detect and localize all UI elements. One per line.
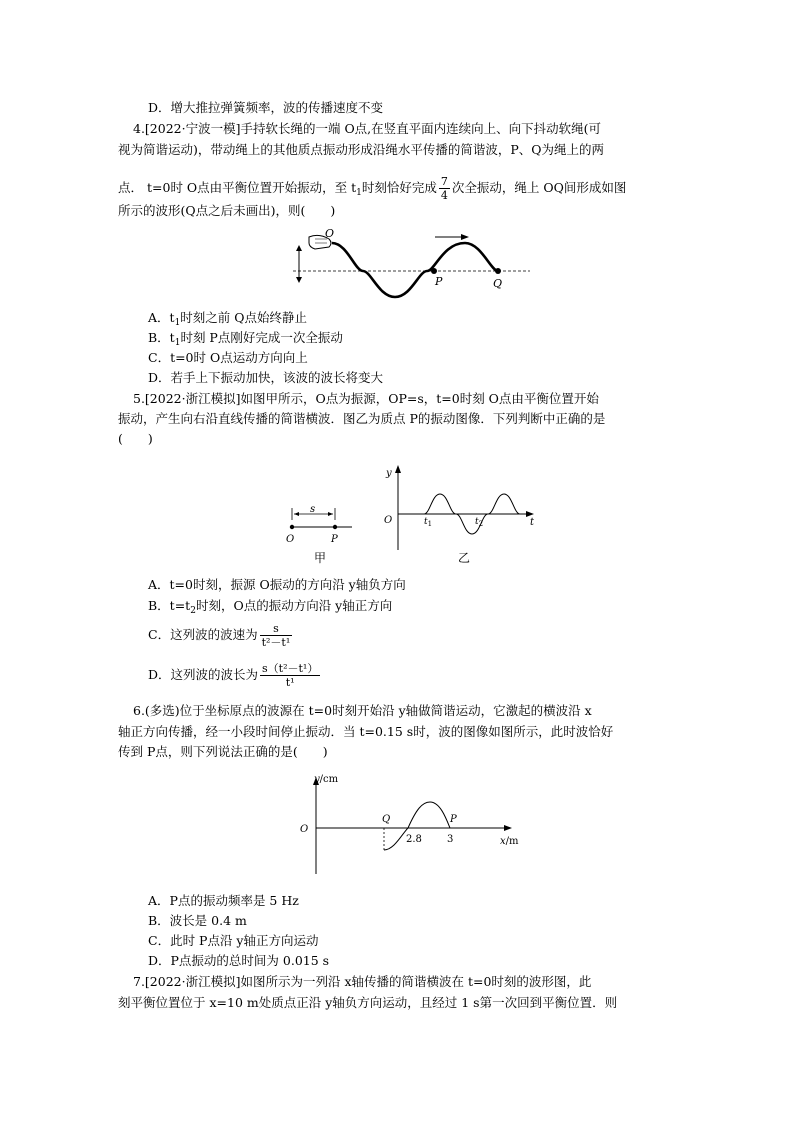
label-o: O — [325, 227, 335, 240]
origin-o: O — [300, 824, 309, 835]
label-p: P — [450, 814, 457, 825]
q7-stem-line2: 刻平衡位置位于 x=10 m处质点正沿 y轴负方向运动，且经过 1 s第一次回到平衡位置．则 — [118, 995, 618, 1010]
q4-line3a: 点． — [118, 180, 144, 195]
q4-line3b: t=0时 O点由平衡位置开始振动，至 t — [147, 180, 357, 195]
updown-arrow-icon — [296, 245, 302, 283]
q4-fraction: $\frac{7}{4}$ — [440, 175, 448, 202]
label-p: P — [435, 275, 443, 288]
caption-yi: 乙 — [458, 551, 471, 565]
label-t2: $t_2$ — [475, 517, 484, 528]
q6-stem-line3: 传到 P点，则下列说法正确的是( ) — [118, 744, 328, 759]
right-arrow-icon — [435, 234, 469, 240]
q6-option-a: A．P点的振动频率是 5 Hz — [148, 893, 299, 908]
label-s: s — [310, 504, 316, 515]
q4-option-d: D．若手上下振动加快，该波的波长将变大 — [148, 370, 384, 385]
q5-figure-yi — [380, 462, 550, 572]
axis-y: y — [386, 468, 392, 479]
tick-2-8: 2.8 — [406, 834, 422, 845]
label-q: Q — [382, 814, 391, 825]
q6-option-d: D．P点振动的总时间为 0.015 s — [148, 953, 330, 968]
q6-stem-line1: 6.(多选)位于坐标原点的波源在 t=0时刻开始沿 y轴做简谐运动，它激起的横波沿 x — [133, 703, 592, 718]
q5-option-d: D．这列波的波长为 $\frac{\text{s（t²－t¹）}}{\text{t¹}}$ — [148, 662, 319, 689]
q6-wave-figure — [298, 770, 528, 880]
tick-3: 3 — [447, 834, 454, 845]
q4-stem-line1: 4.[2022·宁波一模]手持软长绳的一端 O点,在竖直平面内连续向上、向下抖动软绳(可 — [133, 121, 602, 136]
q6-option-b: B．波长是 0.4 m — [148, 913, 247, 928]
axis-x-label: x/m — [500, 836, 519, 847]
q4-option-b: B．$t_1$时刻 P点刚好完成一次全振动 — [148, 330, 343, 348]
q6-stem-line2: 轴正方向传播，经一小段时间停止振动．当 t=0.15 s时，波的图像如图所示，此时波恰好 — [118, 724, 614, 739]
point-q — [495, 268, 501, 274]
q5-figure-jia — [282, 500, 362, 570]
origin-o: O — [384, 515, 393, 526]
q5-option-c: C．这列波的波速为 $\frac{s}{\text{t²－t¹}}$ — [148, 622, 291, 649]
q5-option-a: A．t=0时刻，振源 O振动的方向沿 y轴负方向 — [148, 577, 406, 592]
q4-option-a: A．$t_1$时刻之前 Q点始终静止 — [148, 310, 308, 328]
label-t1: $t_1$ — [424, 517, 433, 528]
label-q: Q — [493, 277, 503, 290]
caption-jia: 甲 — [314, 551, 327, 565]
axis-y-label: y/cm — [314, 774, 339, 785]
q4-stem-line4: 所示的波形(Q点之后未画出)，则( ) — [118, 203, 336, 218]
q4-stem-line2: 视为简谐运动)，带动绳上的其他质点振动形成沿绳水平传播的简谐波，P、Q为绳上的两 — [118, 142, 605, 157]
q3-option-d: D．增大推拉弹簧频率，波的传播速度不变 — [148, 100, 384, 115]
q6-option-c: C．此时 P点沿 y轴正方向运动 — [148, 933, 319, 948]
q5-stem-line3: ( ) — [118, 431, 153, 446]
q4-stem-line3: 点． t=0时 O点由平衡位置开始振动，至 $t_1$时刻恰好完成 $\frac{7}{4}$ 次全振动，绳上 OQ间形成如图 — [118, 175, 627, 202]
q4-line3c: 时刻恰好完成 — [361, 180, 437, 195]
axis-t: t — [530, 517, 535, 528]
q4-line3d: 次全振动，绳上 OQ间形成如图 — [451, 180, 627, 195]
point-p — [431, 268, 437, 274]
label-p: P — [331, 534, 338, 545]
q5-option-b: B．$t=t_2$时刻，O点的振动方向沿 y轴正方向 — [148, 598, 393, 616]
q7-stem-line1: 7.[2022·浙江模拟]如图所示为一列沿 x轴传播的简谐横波在 t=0时刻的波形图，此 — [133, 974, 592, 989]
rope-wave — [332, 243, 498, 297]
q4-option-c: C．t=0时 O点运动方向向上 — [148, 350, 308, 365]
label-o: O — [286, 534, 295, 545]
q4-wave-figure — [285, 225, 535, 300]
q5-stem-line2: 振动，产生向右沿直线传播的简谐横波．图乙为质点 P的振动图像．下列判断中正确的是 — [118, 411, 606, 426]
q5-stem-line1: 5.[2022·浙江模拟]如图甲所示，O点为振源，OP=s，t=0时刻 O点由平衡位置开始 — [133, 391, 599, 406]
